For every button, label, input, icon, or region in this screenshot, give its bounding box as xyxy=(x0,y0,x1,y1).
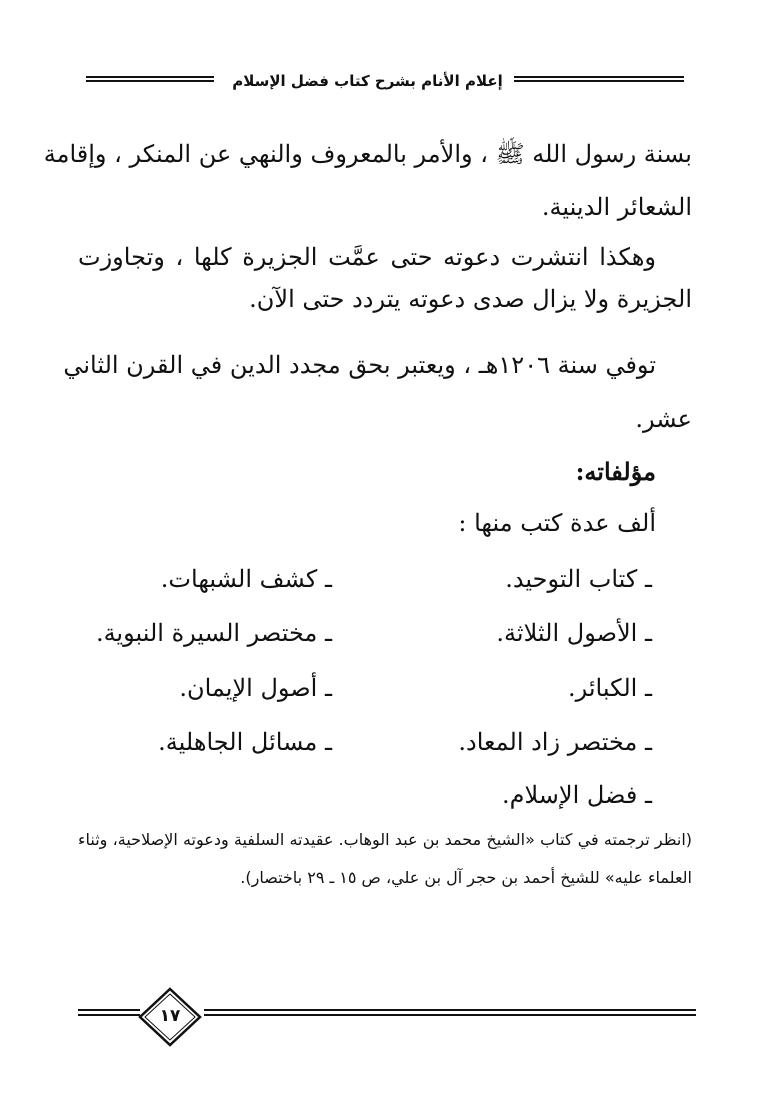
paragraph-3-line-1: توفي سنة ١٢٠٦هـ ، ويعتبر بحق مجدد الدين في القرن الثاني xyxy=(63,351,656,379)
paragraph-3-line-2: عشر. xyxy=(635,405,692,433)
work-item: ـ فضل الإسلام. xyxy=(501,781,652,809)
header-title: إعلام الأنام بشرح كتاب فضل الإسلام xyxy=(232,72,503,90)
work-item: ـ كشف الشبهات. xyxy=(160,565,332,593)
works-heading: مؤلفاته: xyxy=(575,457,656,486)
header-rule-right xyxy=(514,76,684,86)
work-item: ـ كتاب التوحيد. xyxy=(505,565,652,593)
works-intro: ألف عدة كتب منها : xyxy=(458,509,656,537)
paragraph-1-line-2: الشعائر الدينية. xyxy=(541,193,692,221)
header-rule-left xyxy=(86,76,214,86)
work-item: ـ الأصول الثلاثة. xyxy=(496,619,652,647)
page-number-badge xyxy=(138,987,202,1047)
running-header xyxy=(70,68,690,94)
work-item: ـ أصول الإيمان. xyxy=(179,674,332,702)
footnote: (انظر ترجمته في كتاب «الشيخ محمد بن عبد الوهاب. عقيدته السلفية ودعوته الإصلاحية، وثناء العلماء عليه» للشيخ أحمد بن حجر آل بن علي، ص ١٥ ـ ٢٩ باختصار). xyxy=(78,830,692,887)
work-item: ـ مختصر زاد المعاد. xyxy=(458,728,652,756)
page-footer xyxy=(78,987,696,1047)
paragraph-1-line-1: بسنة رسول الله ﷺ ، والأمر بالمعروف والنهي عن المنكر ، وإقامة xyxy=(43,140,692,168)
footer-rule-left xyxy=(78,1009,140,1021)
work-item: ـ مختصر السيرة النبوية. xyxy=(95,619,332,647)
footer-rule-right xyxy=(204,1009,696,1021)
paragraph-2: وهكذا انتشرت دعوته حتى عمَّت الجزيرة كلها ، وتجاوزت الجزيرة ولا يزال صدى دعوته يتردد حتى الآن. xyxy=(78,243,692,313)
page-number: ١٧ xyxy=(159,1006,181,1026)
work-item: ـ الكبائر. xyxy=(568,674,652,702)
work-item: ـ مسائل الجاهلية. xyxy=(158,728,332,756)
